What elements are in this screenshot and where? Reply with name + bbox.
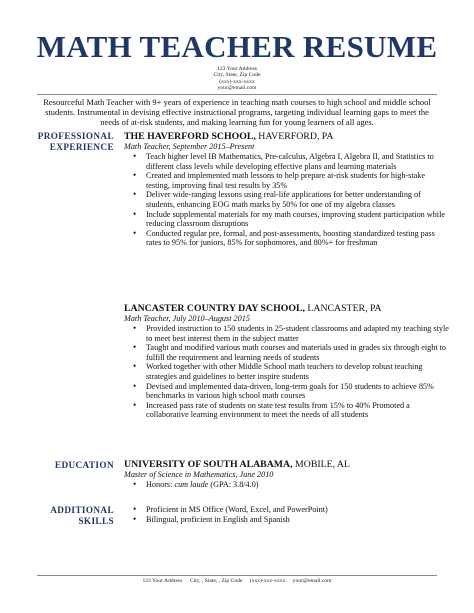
education-school: UNIVERSITY OF SOUTH ALABAMA, <box>124 459 293 470</box>
education-degree: Master of Science in Mathematics, June 2010 <box>124 470 274 479</box>
job-bullet: • Taught and modified various math courses and materials used in grades six through eight to fulfill the requirement and learning needs of students <box>124 343 450 362</box>
honors-prefix: Honors: <box>146 480 175 489</box>
skills-label-line2: SKILLS <box>78 516 114 526</box>
education-location: MOBILE, AL <box>292 459 350 470</box>
experience-section-label <box>20 131 114 153</box>
footer-city-state-zip: City, , State, , Zip Code <box>189 578 243 584</box>
footer-address: 123 Your Address <box>142 578 183 584</box>
skill-item: • Proficient in MS Office (Word, Excel, and PowerPoint) <box>124 505 450 515</box>
job-bullet: • Include supplemental materials for my math courses, improving student participation while reducing classroom disruptions <box>124 210 450 229</box>
job-location: HAVERFORD, PA <box>255 131 334 142</box>
education-section-label <box>20 460 114 471</box>
job-role: Math Teacher, September 2015–Present <box>124 142 255 151</box>
job-bullet-list <box>124 324 450 420</box>
honors-suffix: (GPA: 3.8/4.0) <box>208 480 259 489</box>
honors-value: cum laude <box>174 480 209 489</box>
job-bullet: • Increased pass rate of students on state test results from 15% to 40% Promoted a collaborative learning environment to meet the needs of all students <box>124 401 450 420</box>
experience-label-line1: PROFESSIONAL <box>37 131 114 141</box>
experience-label-line2: EXPERIENCE <box>49 142 114 152</box>
job-role: Math Teacher, July 2010–August 2015 <box>124 314 250 323</box>
job-heading <box>124 303 450 314</box>
job-haverford <box>124 131 450 248</box>
footer-divider <box>37 575 437 576</box>
education-bullet-list <box>124 480 450 490</box>
header-city-state-zip: City, State, Zip Code <box>213 72 261 79</box>
job-bullet: • Provided instruction to 150 students in 25-student classrooms and adapted my teaching style to meet best interest them in the subject matter <box>124 324 450 343</box>
job-school: THE HAVERFORD SCHOOL, <box>124 131 256 142</box>
job-school: LANCASTER COUNTRY DAY SCHOOL, <box>124 303 305 314</box>
footer-phone: (xxx)-xxx-xxxx <box>249 578 286 584</box>
footer-contact <box>0 578 474 585</box>
footer-email: your@email.com <box>292 578 332 584</box>
skills-bullet-list <box>124 505 450 524</box>
job-bullet: • Conducted regular pre, formal, and post-assessments, boosting standardized testing pass rates to 95% for juniors, 85% for sophomores, and 80%+ for freshman <box>124 229 450 248</box>
job-bullet-list <box>124 152 450 248</box>
skill-item: • Bilingual, proficient in English and Spanish <box>124 515 450 525</box>
skills-entry <box>124 505 450 524</box>
skills-label-line1: ADDITIONAL <box>50 505 114 515</box>
job-bullet: • Created and implemented math lessons to help prepare at-risk students for high-stake testing, improving final test results by 35% <box>124 171 450 190</box>
summary-paragraph: Resourceful Math Teacher with 9+ years of experience in teaching math courses to high school and middle school students. Instrumental in devising effective instructional programs, targeting individual learning gaps to meet the needs of at-risk students, and making learning fun for young learners of all ages. <box>43 97 431 127</box>
job-location: LANCASTER, PA <box>304 303 382 314</box>
skills-section-label <box>20 505 114 527</box>
education-label: EDUCATION <box>54 460 114 470</box>
education-entry <box>124 459 450 490</box>
job-bullet: • Teach higher level IB Mathematics, Pre-calculus, Algebra I, Algebra II, and Statistics to different class levels while developing effective plans and learning materials <box>124 152 450 171</box>
job-bullet: • Worked together with other Middle School math teachers to develop robust teaching strategies and guidelines to better inspire students <box>124 362 450 381</box>
job-bullet: • Devised and implemented data-driven, long-term goals for 150 students to achieve 85% benchmarks in various high school math courses <box>124 382 450 401</box>
header-phone: (xxx)-xxx-xxxx <box>219 78 255 85</box>
job-lancaster <box>124 303 450 420</box>
header-contact-block <box>0 66 474 92</box>
header-divider <box>37 94 437 95</box>
education-honors <box>124 480 450 490</box>
header-email: your@email.com <box>217 85 257 92</box>
education-heading <box>124 459 450 470</box>
resume-title: MATH TEACHER RESUME <box>36 29 438 64</box>
header-address: 123 Your Address <box>217 66 257 72</box>
job-heading <box>124 131 450 142</box>
job-bullet: • Deliver wide-ranging lessons using real-life applications for better understanding of students, enhancing EOG math marks by 50% for one of my algebra classes <box>124 190 450 209</box>
